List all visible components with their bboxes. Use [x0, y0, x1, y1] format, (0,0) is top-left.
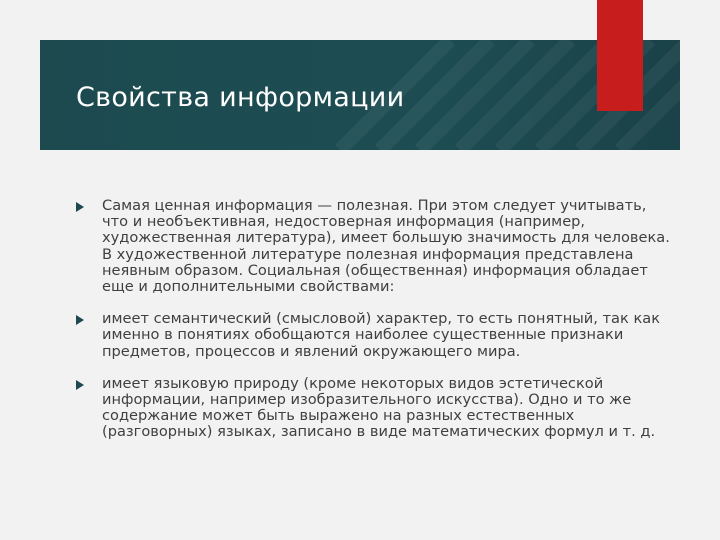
bullet-text: Самая ценная информация — полезная. При этом следует учитывать, что и необъективная, недостоверная информация (например, художественная литература), имеет большую значимость для человека. В художественной литературе полезная информация представлена неявным образом. Социальная (общественная) информация обладает еще и дополнительными свойствами: [102, 197, 670, 296]
triangle-bullet-icon [76, 315, 84, 325]
bullet-item [76, 311, 676, 360]
triangle-bullet-icon [76, 202, 84, 212]
bullet-text: имеет семантический (смысловой) характер, то есть понятный, так как именно в понятиях обобщаются наиболее существенные признаки предметов, процессов и явлений окружающего мира. [102, 310, 661, 360]
triangle-bullet-icon [76, 380, 84, 390]
slide-title: Свойства информации [76, 82, 405, 113]
bullet-item [76, 198, 676, 295]
bullet-list [76, 198, 676, 457]
bullet-text: имеет языковую природу (кроме некоторых видов эстетической информации, например изобразительного искусства). Одно и то же содержание может быть выражено на разных естественных (разговорных) языках, записано в виде математических формул и т. д. [102, 374, 656, 441]
red-accent-bar [597, 0, 643, 111]
bullet-item [76, 376, 676, 441]
